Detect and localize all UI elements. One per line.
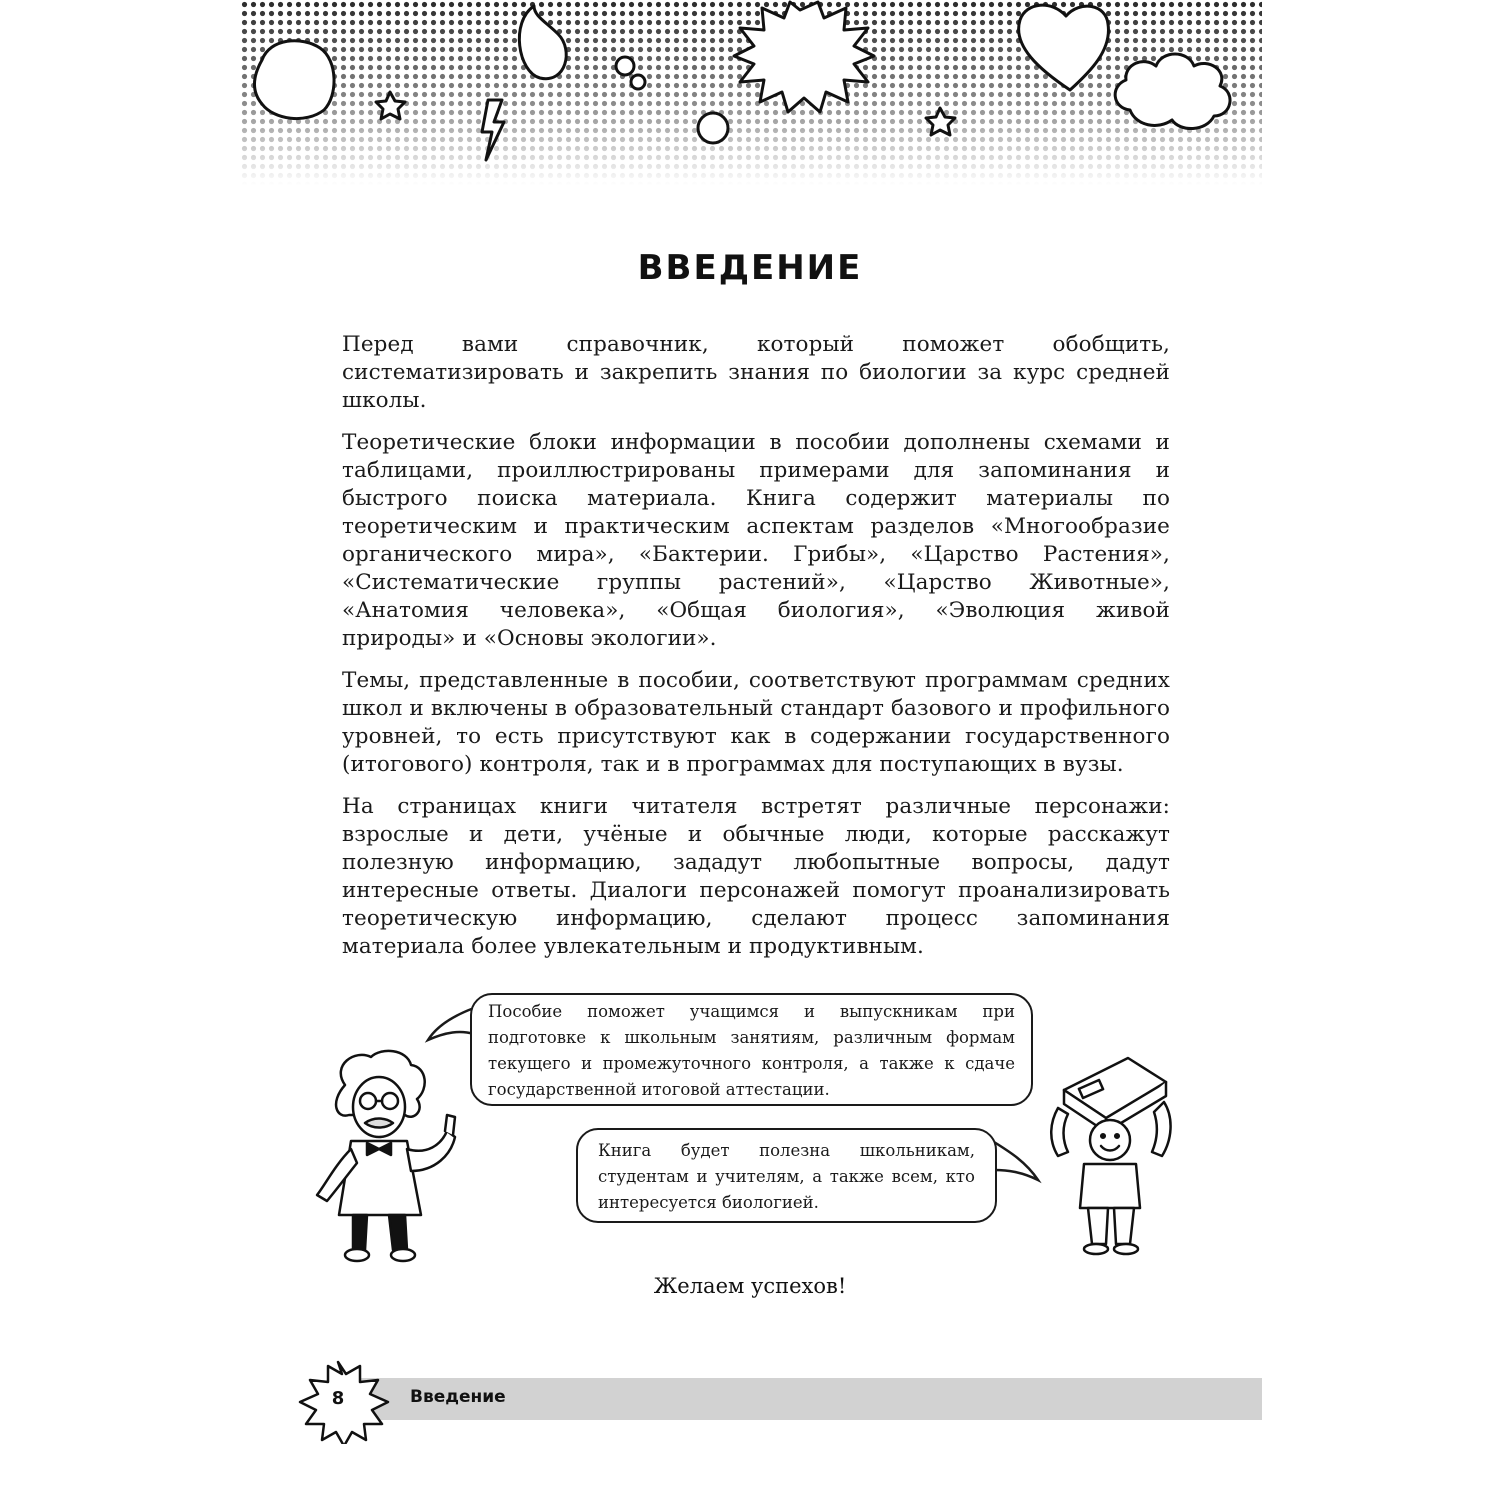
- page-number: 8: [331, 1388, 345, 1409]
- paragraph: Теоретические блоки информации в пособии дополнены схемами и таблицами, проиллюстрированы примерами для запоминания и быстрого поиска материала. Книга содержит материалы по теоретическим и практическим аспектам разделов «Многообразие органического мира», «Бактерии. Грибы», «Царство Растения», «Систематические группы растений», «Царство Животные», «Анатомия человека», «Общая биология», «Эволюция живой природы» и «Основы экологии».: [342, 430, 1170, 651]
- page-title: ВВЕДЕНИЕ: [637, 248, 863, 288]
- paragraph: Темы, представленные в пособии, соответствуют программам средних школ и включены в образовательный стандарт базового и профильного уровней, то есть присутствуют как в содержании государственного (итогового) контроля, так и в программах для поступающих в вузы.: [342, 668, 1170, 777]
- footer-section-title: Введение: [410, 1387, 506, 1407]
- bubble-shape: [631, 75, 645, 89]
- paragraph: На страницах книги читателя встретят различные персонажи: взрослые и дети, учёные и обычные люди, которые расскажут полезную информацию, зададут любопытные вопросы, дадут интересные ответы. Диалоги персонажей помогут проанализировать теоретическую информацию, сделают процесс запоминания материала более увлекательным и продуктивным.: [342, 794, 1170, 959]
- paragraph: Перед вами справочник, который поможет обобщить, систематизировать и закрепить знания по биологии за курс средней школы.: [342, 332, 1170, 413]
- bubble-shape: [616, 57, 634, 75]
- scientist-illustration: [305, 1045, 465, 1265]
- bubble-shape: [698, 113, 728, 143]
- closing-text: Желаем успехов!: [653, 1274, 847, 1298]
- boy-with-book-illustration: [1036, 1048, 1186, 1258]
- comic-shapes-illustration: [240, 0, 1262, 185]
- speech-bubble: Пособие поможет учащимся и выпускникам при подготовке к школьным занятиям, различным формам текущего и промежуточного контроля, а также к сдаче государственной итоговой аттестации.: [470, 993, 1033, 1106]
- blob-shape: [254, 41, 334, 119]
- speech-bubble: Книга будет полезна школьникам, студентам и учителям, а также всем, кто интересуется биологией.: [576, 1128, 997, 1223]
- body-text: [342, 331, 1170, 975]
- header-halftone-band: [240, 0, 1262, 185]
